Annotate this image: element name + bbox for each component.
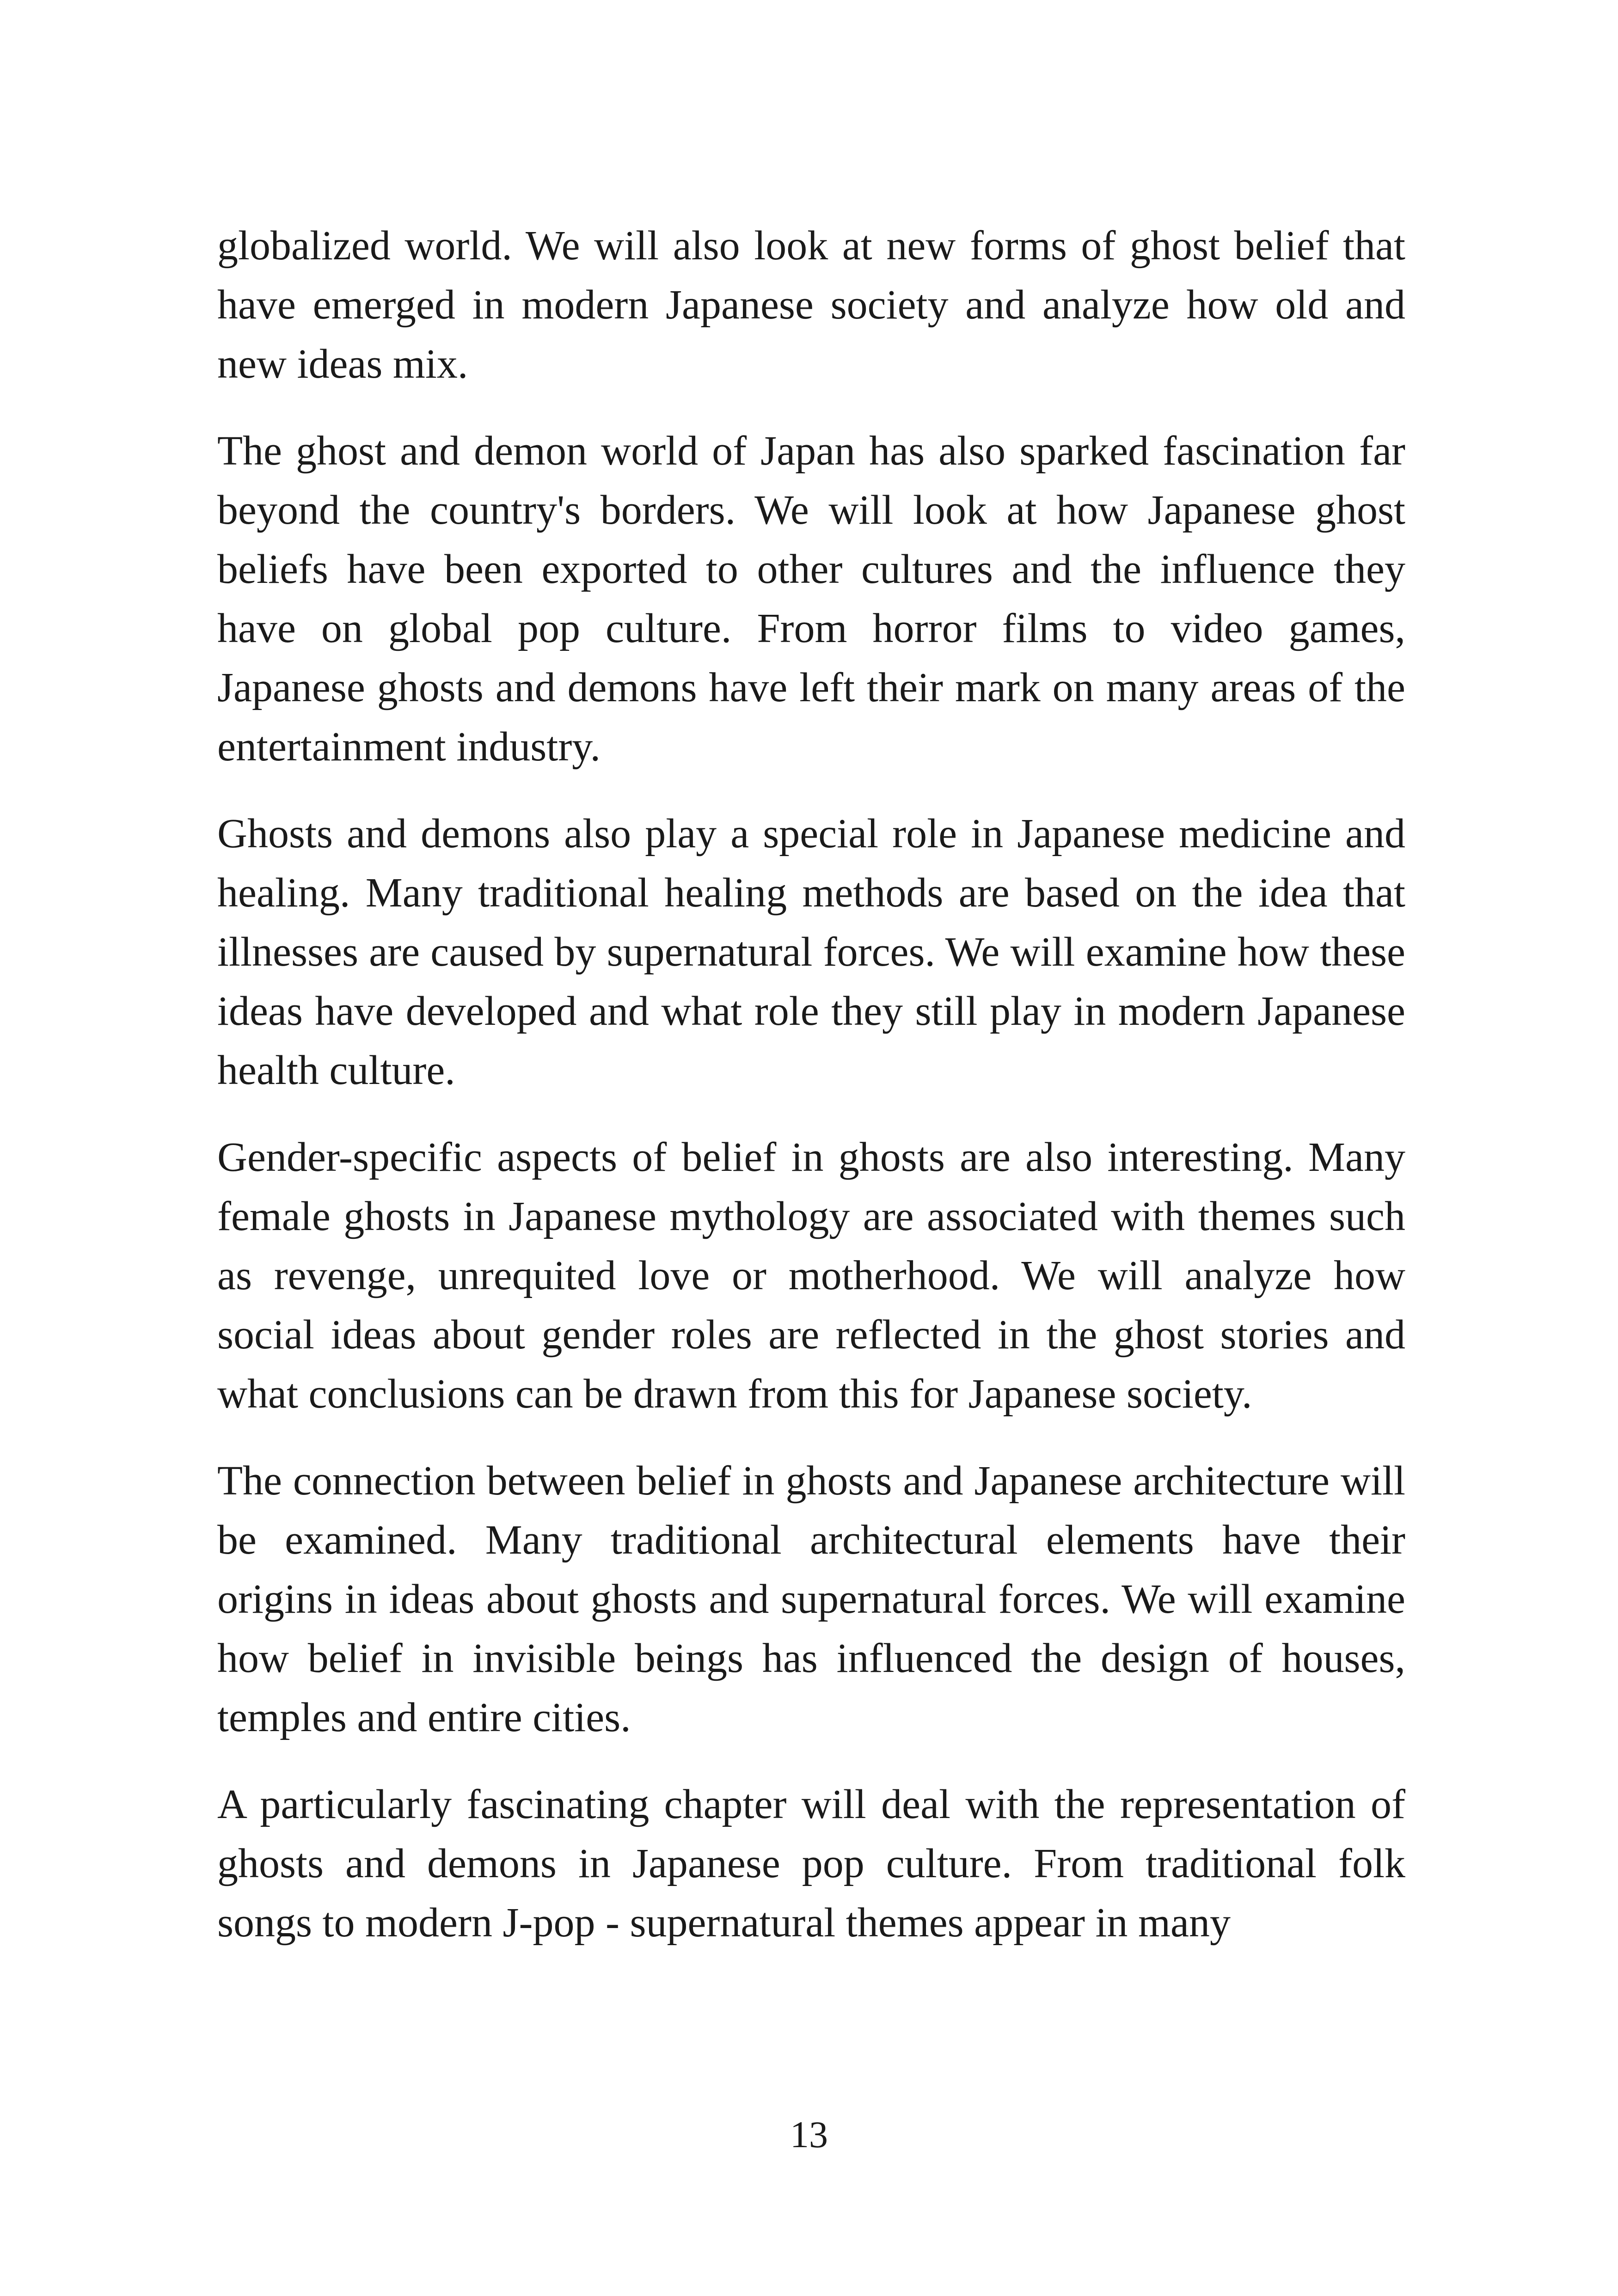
- paragraph-2: The ghost and demon world of Japan has also sparked fascination far beyond the country's borders. We will look at how Japanese ghost beliefs have been exported to other cultures and the influence they have on global pop culture. From horror films to video games, Japanese ghosts and demons have left their mark on many areas of the entertainment industry.: [217, 428, 1405, 770]
- page-number: 13: [790, 2113, 828, 2155]
- paragraph-5: The connection between belief in ghosts and Japanese architecture will be examined. Many traditional architectural elements have their origins in ideas about ghosts and supernatural forces. We will examine how belief in invisible beings has influenced the design of houses, temples and entire cities.: [217, 1458, 1405, 1740]
- paragraph-3: Ghosts and demons also play a special role in Japanese medicine and healing. Many traditional healing methods are based on the idea that illnesses are caused by supernatural forces. We will examine how these ideas have developed and what role they still play in modern Japanese health culture.: [217, 811, 1405, 1093]
- paragraph-6: A particularly fascinating chapter will deal with the representation of ghosts and demons in Japanese pop culture. From traditional folk songs to modern J-pop - supernatural themes appear in many: [217, 1782, 1405, 1946]
- body-text: [217, 216, 1405, 1953]
- paragraph-4: Gender-specific aspects of belief in ghosts are also interesting. Many female ghosts in Japanese mythology are associated with themes such as revenge, unrequited love or motherhood. We will analyze how social ideas about gender roles are reflected in the ghost stories and what conclusions can be drawn from this for Japanese society.: [217, 1134, 1405, 1417]
- paragraph-1: globalized world. We will also look at new forms of ghost belief that have emerged in modern Japanese society and analyze how old and new ideas mix.: [217, 223, 1405, 387]
